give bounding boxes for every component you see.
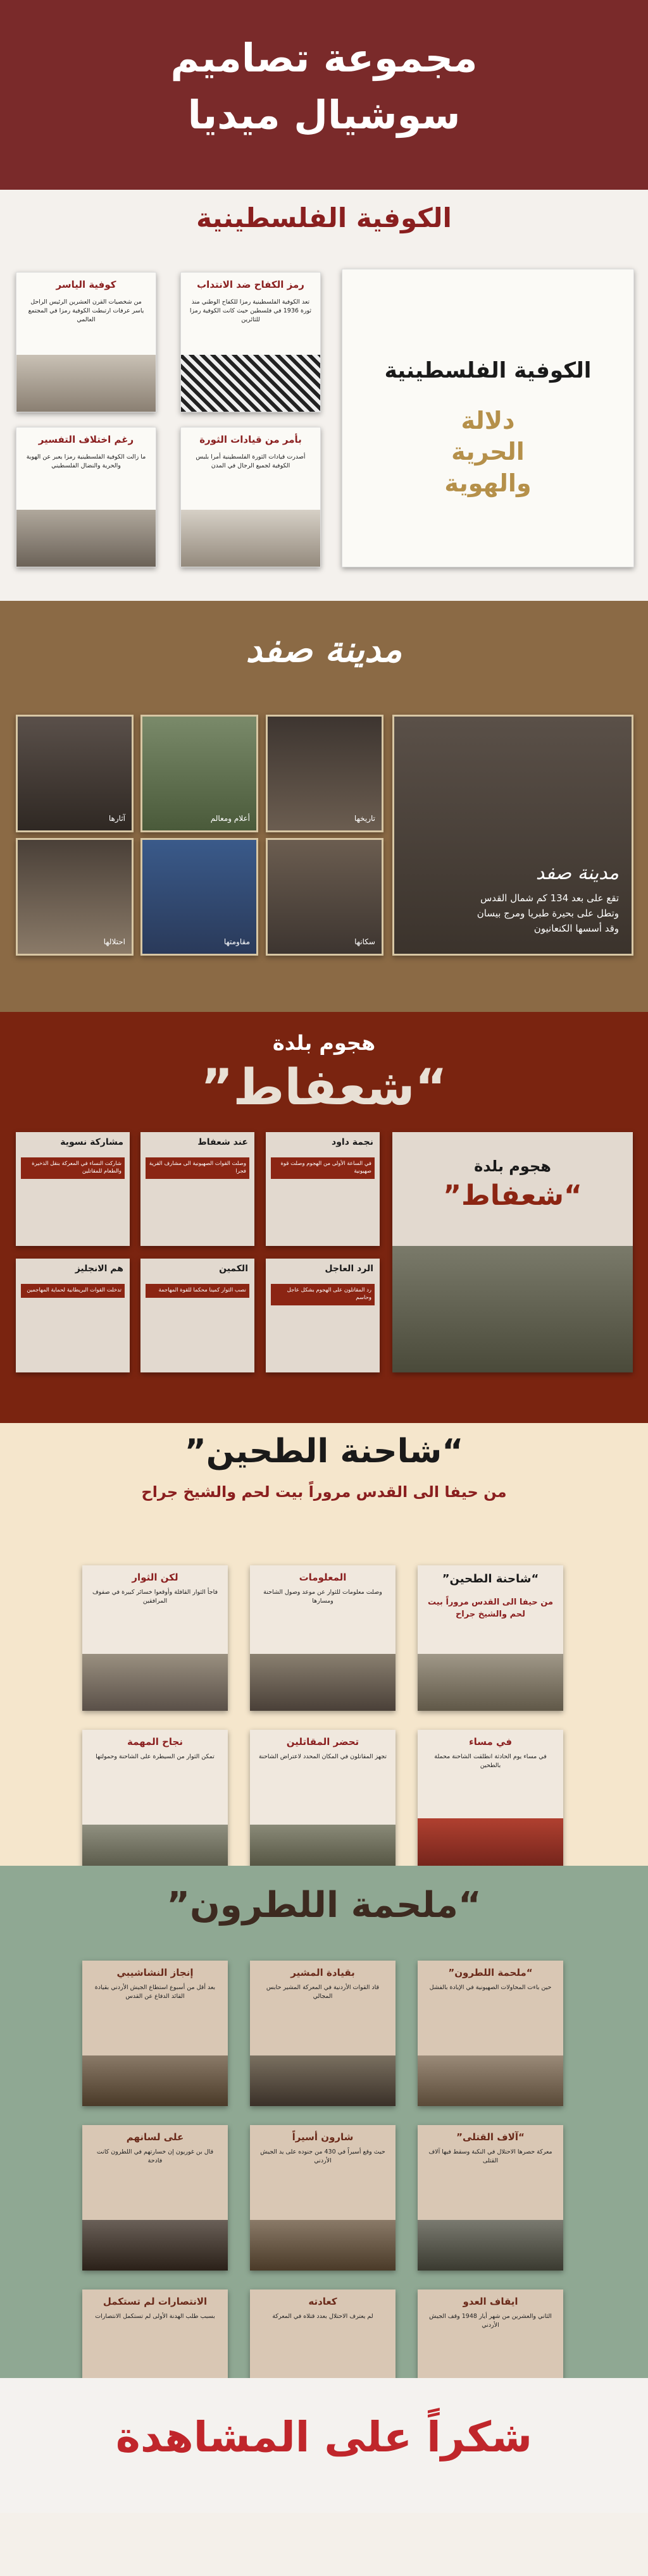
header-title-line1: مجموعة تصاميم [170, 35, 478, 81]
latrun-card-title: على لسانهم [126, 2131, 184, 2143]
kufiya-card-text: أصدرت قيادات الثورة الفلسطينية أمرا بلبس الكوفية لجميع الرجال في المدن [196, 453, 306, 469]
latrun-card [418, 2289, 563, 2378]
tahin-card-title: “شاحنة الطحين” [442, 1572, 539, 1586]
latrun-card [82, 1961, 228, 2106]
tahin-card [418, 1730, 563, 1866]
tahin-card [250, 1730, 396, 1866]
shaafat-card [140, 1259, 254, 1372]
safad-section-title: مدينة صفد [246, 629, 402, 670]
kufiya-sub-line: الحرية [451, 438, 525, 466]
header-banner [0, 0, 648, 190]
kufiya-main-subtitle [342, 405, 633, 499]
header-title-line2: سوشيال ميديا [187, 92, 461, 138]
latrun-card-text: الثاني والعشرين من شهر أيار 1948 وقف الجيش الأردني [429, 2313, 552, 2329]
latrun-card-photo [250, 2220, 396, 2271]
latrun-card-title: بقيادة المشير [290, 1967, 355, 1978]
kufiya-sub-line: والهوية [444, 469, 532, 497]
safad-card [266, 838, 383, 956]
latrun-card-title: شارون أسيراً [292, 2131, 354, 2143]
safad-card [266, 715, 383, 832]
tahin-card-text: فاجأ الثوار القافلة وأوقعوا خسائر كبيرة في صفوف المرافقين [92, 1589, 218, 1605]
latrun-card [418, 2125, 563, 2271]
latrun-card-text: حيث وقع أسيراً في 430 من جنوده على يد الجيش الأردني [260, 2148, 385, 2164]
latrun-card-title: الانتصارات لم تستكمل [103, 2296, 208, 2307]
kufiya-card-text: من شخصيات القرن العشرين الرئيس الراحل ياسر عرفات ارتبطت الكوفية رمزا في المجتمع العالمي [28, 299, 144, 323]
tahin-card-text: تمكن الثوار من السيطرة على الشاحنة وحمولتها [96, 1753, 215, 1760]
safad-card-caption: احتلالها [103, 937, 125, 946]
kufiya-section [0, 190, 648, 601]
tahin-card-text: وصلت معلومات للثوار عن موعد وصول الشاحنة ومسارها [263, 1589, 382, 1605]
tahin-card-text: في مساء يوم الحادثة انطلقت الشاحنة محملة بالطحين [434, 1753, 547, 1769]
latrun-card-photo [82, 2055, 228, 2106]
tahin-card-photo [82, 1654, 228, 1711]
kufiya-card-photo [181, 355, 320, 412]
tahin-card-text: تجهز المقاتلون في المكان المحدد لاعتراض الشاحنة [259, 1753, 387, 1760]
latrun-card-text: حين باءت المحاولات الصهيونية في الإبادة بالفشل [429, 1984, 552, 1991]
kufiya-card-title: بأمر من قيادات الثورة [199, 434, 302, 445]
kufiya-card-title: رمز الكفاح ضد الانتداب [197, 279, 304, 290]
kufiya-card-text: تعد الكوفية الفلسطينية رمزا للكفاح الوطني منذ ثورة 1936 في فلسطين حيث كانت الكوفية رمزا للثائرين [189, 299, 312, 323]
shaafat-main-small: هجوم بلدة [474, 1157, 551, 1175]
tahin-card-title: في مساء [468, 1736, 513, 1747]
latrun-card-text: بسبب طلب الهدنة الأولى لم تستكمل الانتصارات [95, 2313, 215, 2320]
safad-card-caption: مقاومتها [223, 937, 250, 946]
shaafat-card-text: رد المقاتلون على الهجوم بشكل عاجل وحاسم [271, 1284, 375, 1305]
shaafat-card [266, 1259, 380, 1372]
kufiya-card-photo [16, 355, 156, 412]
safad-card-caption: آثارها [108, 814, 125, 823]
tahin-card-photo [418, 1818, 563, 1866]
shaafat-card-text: تدخلت القوات البريطانية لحماية المهاجمين [21, 1284, 125, 1298]
tahin-section-subtitle: من حيفا الى القدس مروراً بيت لحم والشيخ جراح [141, 1483, 507, 1501]
latrun-section-title: “ملحمة اللطرون” [166, 1885, 482, 1926]
latrun-card-photo [418, 2055, 563, 2106]
tahin-card-photo [250, 1654, 396, 1711]
shaafat-card [140, 1132, 254, 1246]
latrun-card [250, 2125, 396, 2271]
latrun-card-text: قاد القوات الأردنية في المعركة المشير حابس المجالي [266, 1984, 380, 2000]
tahin-card-title: تحضر المقاتلين [286, 1736, 359, 1747]
shaafat-card [16, 1259, 130, 1372]
kufiya-card-title: رغم اختلاف التفسير [38, 434, 134, 445]
kufiya-card-text: ما زالت الكوفية الفلسطينية رمزا يعبر عن الهوية والحرية والنضال الفلسطيني [26, 453, 146, 469]
shaafat-card-title: الكمين [219, 1264, 248, 1274]
latrun-card-text: بعد أقل من أسبوع استطاع الجيش الأردني بقيادة القائد الدفاع عن القدس [94, 1984, 216, 2000]
shaafat-card-title: الرد العاجل [325, 1264, 373, 1274]
shaafat-title-big: “شعفاط” [201, 1059, 447, 1116]
latrun-card-title: ايقاف العدو [463, 2296, 518, 2307]
latrun-card-photo [82, 2220, 228, 2271]
shaafat-card-title: عند شعفاط [197, 1137, 248, 1147]
kufiya-main-title: الكوفية الفلسطينية [384, 358, 592, 383]
shaafat-card-text: في الساعة الأولى من الهجوم وصلت قوة صهيونية [271, 1157, 375, 1179]
safad-card [16, 838, 134, 956]
latrun-card-text: لم يعترف الاحتلال بعدد قتلاه في المعركة [272, 2313, 373, 2320]
safad-card [140, 838, 258, 956]
thanks-section [0, 2378, 648, 2513]
latrun-card-title: كعادته [308, 2296, 337, 2307]
safad-card-caption: تاريخها [354, 814, 375, 823]
tahin-card [250, 1565, 396, 1711]
safad-card [140, 715, 258, 832]
latrun-card [250, 2289, 396, 2378]
tahin-card-title: نجاح المهمة [127, 1736, 183, 1747]
latrun-card-title: “ملحمة اللطرون” [448, 1967, 533, 1978]
latrun-card [250, 1961, 396, 2106]
kufiya-card-photo [16, 510, 156, 567]
latrun-card [82, 2289, 228, 2378]
kufiya-card [180, 272, 321, 412]
kufiya-sub-line: دلالة [461, 407, 515, 434]
shaafat-section [0, 1012, 648, 1423]
shaafat-card [266, 1132, 380, 1246]
safad-card-caption: أعلام ومعالم [210, 814, 250, 823]
kufiya-main-card [342, 269, 634, 567]
shaafat-card-title: نجمة داود [332, 1137, 373, 1147]
tahin-card-photo [418, 1654, 563, 1711]
safad-main-text [407, 891, 619, 936]
latrun-card-photo [250, 2055, 396, 2106]
shaafat-title-small: هجوم بلدة [272, 1031, 376, 1055]
latrun-section [0, 1866, 648, 2378]
shaafat-main-card [392, 1132, 633, 1372]
safad-main-line: وقد أسسها الكنعانيون [533, 923, 619, 934]
latrun-card-photo [418, 2220, 563, 2271]
latrun-card-title: “آلاف القتلى” [456, 2131, 525, 2143]
shaafat-card-title: هم الانجليز [75, 1264, 123, 1274]
kufiya-section-title: الكوفية الفلسطينية [196, 202, 452, 233]
tahin-card-photo [82, 1825, 228, 1866]
tahin-card-text: من حيفا الى القدس مروراً بيت لحم والشيخ جراح [427, 1598, 554, 1619]
shaafat-card-text: نصب الثوار كمينا محكما للقوة المهاجمة [146, 1284, 249, 1298]
safad-card [16, 715, 134, 832]
latrun-card [418, 1961, 563, 2106]
kufiya-card [16, 427, 156, 567]
safad-main-card [392, 715, 633, 956]
tahin-card [82, 1730, 228, 1866]
tahin-card-title: المعلومات [299, 1572, 347, 1583]
latrun-card-title: إنجاز النشاشيبي [116, 1967, 194, 1978]
latrun-card [82, 2125, 228, 2271]
kufiya-card-title: كوفية الياسر [56, 279, 116, 290]
safad-section [0, 601, 648, 1012]
latrun-card-text: قال بن غوريون إن خسارتهم في اللطرون كانت فادحة [96, 2148, 214, 2164]
kufiya-card [180, 427, 321, 567]
tahin-card-photo [250, 1825, 396, 1866]
kufiya-card-photo [181, 510, 320, 567]
safad-card-caption: سكانها [354, 937, 375, 946]
shaafat-card-text: شاركت النساء في المعركة بنقل الذخيرة والطعام للمقاتلين [21, 1157, 125, 1179]
tahin-card [418, 1565, 563, 1711]
safad-main-line: وتطل على بحيرة طبريا ومرج بيسان [477, 908, 619, 919]
tahin-section-title: “شاحنة الطحين” [184, 1433, 464, 1470]
shaafat-card-text: وصلت القوات الصهيونية الى مشارف القرية فجرا [146, 1157, 249, 1179]
tahin-card-title: لكن الثوار [132, 1572, 178, 1583]
shaafat-card [16, 1132, 130, 1246]
thanks-text: شكراً على المشاهدة [115, 2413, 533, 2462]
safad-main-title: مدينة صفد [535, 862, 619, 884]
shaafat-main-photo [392, 1246, 633, 1372]
kufiya-card [16, 272, 156, 412]
shaafat-main-big: “شعفاط” [443, 1180, 582, 1212]
shaafat-card-title: مشاركة نسوية [60, 1137, 123, 1147]
tahin-card [82, 1565, 228, 1711]
latrun-card-text: معركة حصرها الاحتلال في النكبة وسقط فيها آلاف القتلى [428, 2148, 552, 2164]
tahin-section [0, 1423, 648, 1866]
safad-main-line: تقع على بعد 134 كم شمال القدس [480, 892, 619, 904]
